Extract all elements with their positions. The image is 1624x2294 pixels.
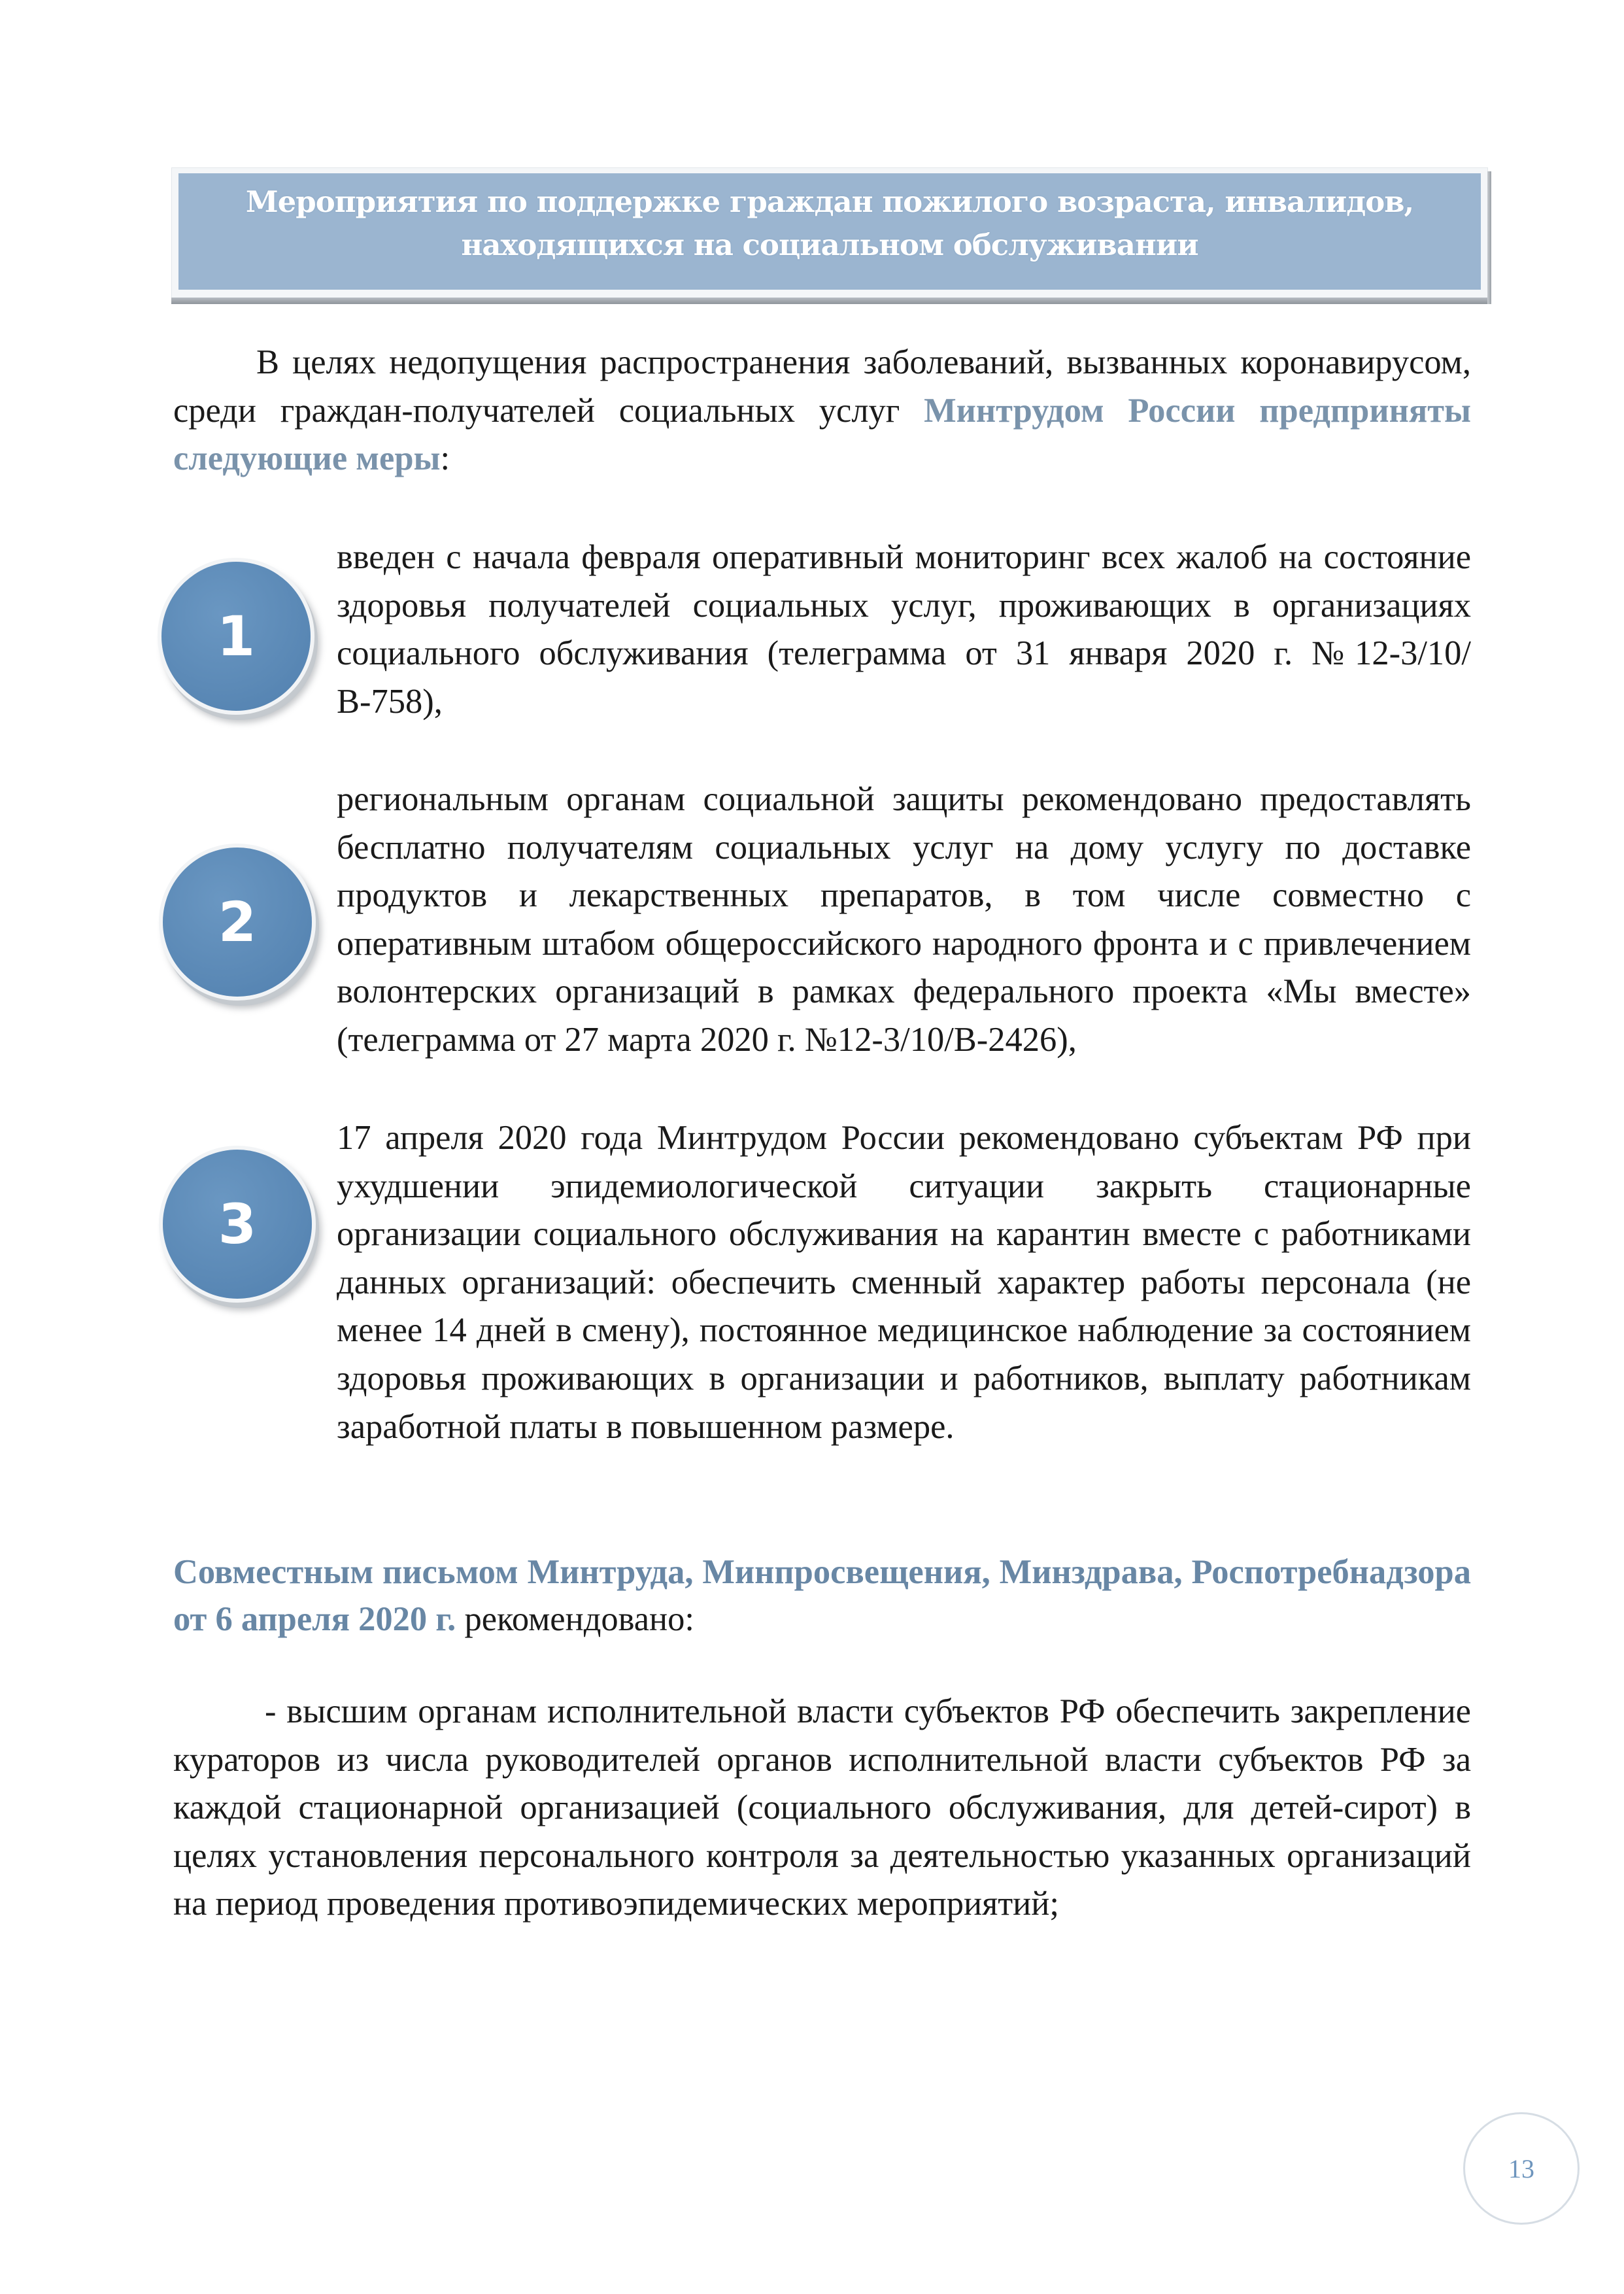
list-item-3-text: 17 апреля 2020 года Минтрудом России рекомендовано субъектам РФ при ухудшении эпидемиологической ситуации закрыть стационарные организации социального обслуживания на карантин вместе с работниками данных организаций: обеспечить сменный характер работы персонала (не менее 14 дней в смену), постоянное медицинское наблюдение за состоянием здоровья проживающих в организации и работников, выплату работникам заработной платы в повышенном размере. [337,1119,1471,1446]
page-number: 13 [1508,2153,1534,2183]
title-banner-shadow-right [1487,171,1491,304]
number-badge-1 [161,562,311,711]
recommendation-paragraph [173,1688,1471,1928]
intro-highlight: Минтрудом России предприняты следующие меры [173,391,1472,478]
section-title-line-2: находящихся на социальном обслуживании [461,228,1198,262]
title-banner-shadow [171,298,1489,304]
intro-text: В целях недопущения распространения заболеваний, вызванных коронавирусом, среди граждан-получателей социальных услуг [173,343,1471,430]
number-badge-2 [163,847,312,997]
joint-letter-highlight: Совместным письмом Минтруда, Минпросвещения, Минздрава, Роспотребнадзора от 6 апреля 2020 г. [173,1553,1471,1638]
recommendation-text: - высшим органам исполнительной власти субъектов РФ обеспечить закрепление кураторов из числа руководителей органов исполнительной власти субъектов РФ за каждой стационарной организацией (социального обслуживания, для детей-сирот) в целях установления персонального контроля за деятельностью указанных организаций на период проведения противоэпидемических мероприятий; [173,1692,1471,1923]
page-number-badge [1463,2112,1580,2225]
number-badge-label: 2 [218,890,257,954]
number-badge-label: 3 [218,1192,257,1256]
intro-tail: : [440,439,450,478]
number-badge-label: 1 [216,604,256,668]
joint-letter-paragraph [173,1549,1471,1643]
section-title [178,180,1481,267]
list-item-1-text: введен с начала февраля оперативный мониторинг всех жалоб на состояние здоровья получателей социальных услуг, проживающих в организациях социального обслуживания (телеграмма от 31 января 2020 г. №12-3/10/В-758), [337,538,1471,721]
joint-letter-tail: рекомендовано: [456,1600,694,1638]
intro-paragraph [173,339,1471,483]
list-item-2-text: региональным органам социальной защиты рекомендовано предоставлять бесплатно получателям социальных услуг на дому услугу по доставке продуктов и лекарственных препаратов, в том числе совместно с оперативным штабом общероссийского народного фронта и с привлечением волонтерских организаций в рамках федерального проекта «Мы вместе» (телеграмма от 27 марта 2020 г. №12-3/10/В-2426), [337,780,1471,1059]
section-title-line-1: Мероприятия по поддержке граждан пожилого возраста, инвалидов, [245,184,1414,219]
number-badge-3 [163,1150,312,1299]
